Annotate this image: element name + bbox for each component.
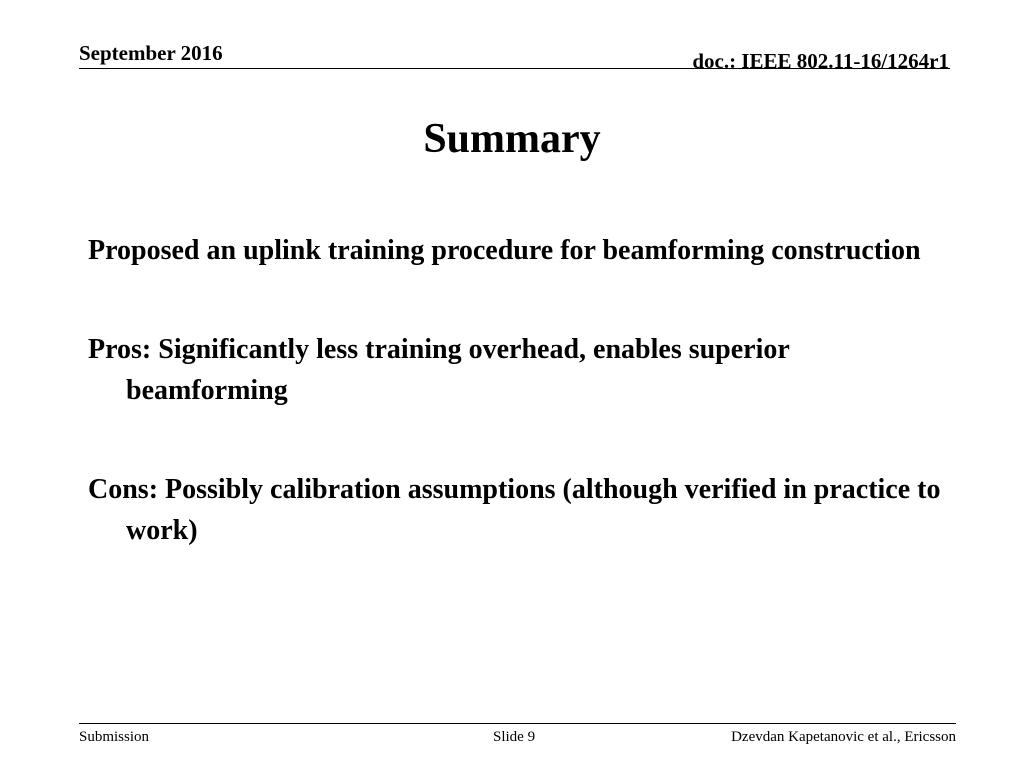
bullet-item: Pros: Significantly less training overhead, enables superior beamforming: [88, 334, 790, 406]
bullet-item: Proposed an uplink training procedure for beamforming construction: [88, 235, 921, 266]
header-document-id: doc.: IEEE 802.11-16/1264r1: [692, 49, 949, 73]
slide-title: Summary: [423, 116, 601, 162]
bullet-list: [88, 230, 958, 609]
bullet-item: Cons: Possibly calibration assumptions (although verified in practice to work): [88, 474, 941, 546]
footer-slide-number: Slide 9: [493, 729, 536, 745]
footer-author: Dzevdan Kapetanovic et al., Ericsson: [731, 729, 956, 745]
footer-divider: [79, 723, 956, 724]
header-date: September 2016: [79, 41, 223, 65]
header-divider: [79, 68, 950, 69]
footer-submission: Submission: [79, 729, 150, 745]
